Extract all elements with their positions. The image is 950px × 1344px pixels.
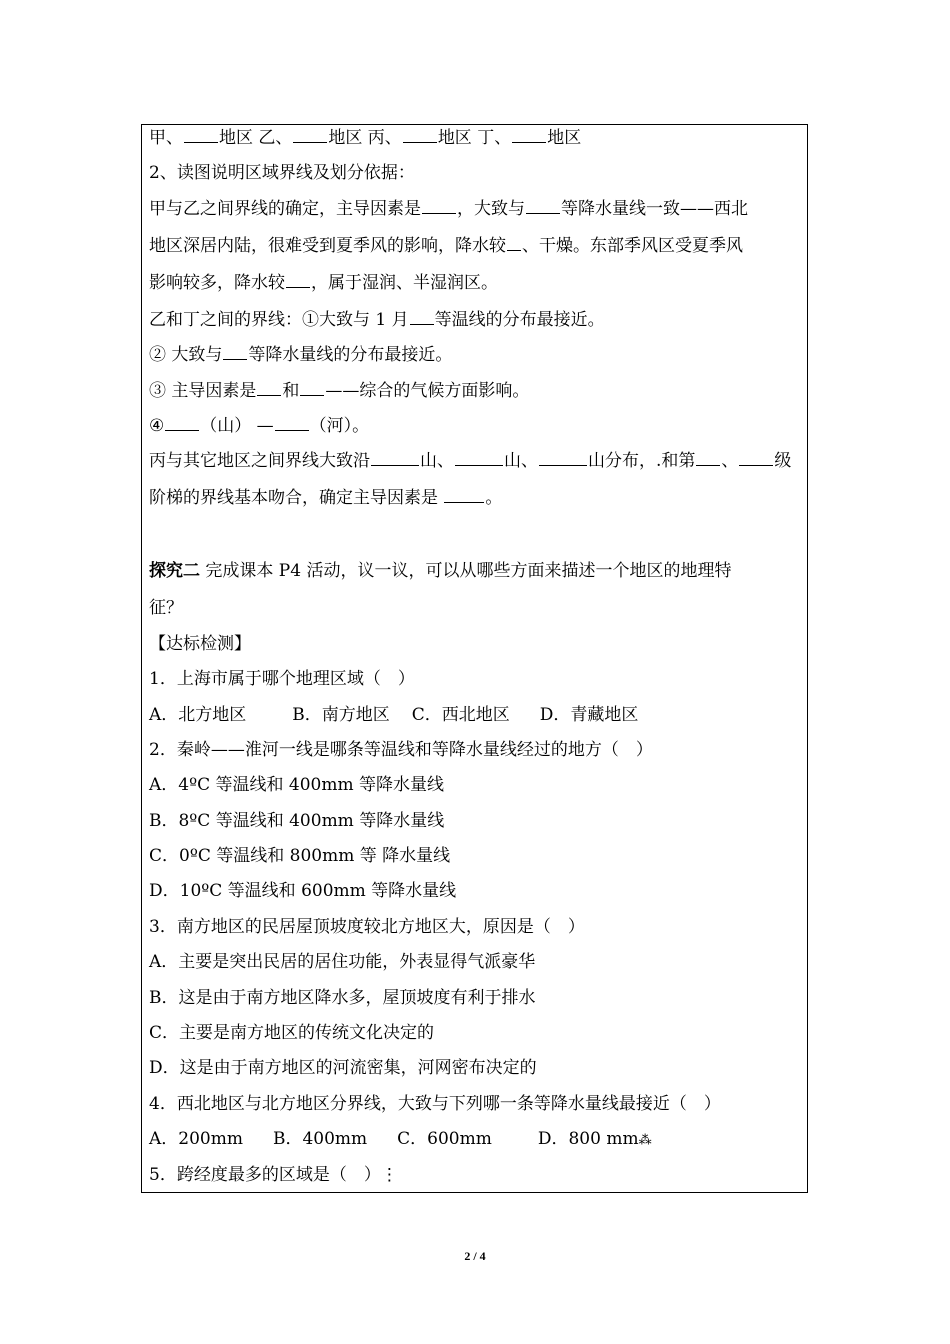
blank (526, 195, 560, 214)
text: 山分布，.和第 (588, 451, 696, 472)
text: 和 (282, 380, 300, 401)
explore-heading-line (149, 557, 803, 594)
document-content (149, 124, 803, 1196)
text: ——综合的气候方面影响。 (325, 380, 530, 401)
question-1-options (149, 701, 803, 736)
question-3: 3．南方地区的民居屋顶坡度较北方地区大，原因是（ ） (149, 916, 585, 937)
text-line (149, 377, 803, 412)
text-line (149, 412, 803, 447)
text: （河）。 (309, 415, 370, 436)
blank (165, 412, 199, 431)
text: 地区 乙、 (219, 128, 293, 148)
blank (223, 341, 247, 360)
blank (422, 195, 456, 214)
blank (293, 124, 327, 143)
text: 阶梯的界线基本吻合，确定主导因素是 (149, 488, 444, 509)
option: D．10ºC 等温线和 600mm 等降水量线 (149, 881, 457, 902)
blank (184, 124, 218, 143)
option: B．8ºC 等温线和 400mm 等降水量线 (149, 810, 445, 831)
option: C．600mm (397, 1129, 492, 1150)
text-line (149, 484, 803, 521)
text: 等降水量线一致——西北 (561, 198, 748, 219)
blank (696, 447, 720, 466)
text-line (149, 447, 803, 484)
text: 甲、 (149, 128, 183, 148)
text: 地区 (547, 128, 582, 148)
instruction-line: 2、读图说明区域界线及划分依据： (149, 163, 415, 184)
text: ，大致与 (457, 198, 525, 219)
text-line (149, 269, 803, 306)
option: A．200mm (149, 1129, 243, 1150)
question-4: 4．西北地区与北方地区分界线，大致与下列哪一条等降水量线最接近（ ） (149, 1093, 721, 1114)
blank (739, 447, 773, 466)
text: 完成课本 P4 活动，议一议，可以从哪些方面来描述一个地区的地理特 (200, 561, 732, 582)
text-line (149, 232, 803, 269)
blank (371, 447, 419, 466)
text: 。 (485, 488, 503, 509)
option: B．南方地区 (292, 704, 390, 725)
question-5: 5．跨经度最多的区域是（ ）⋮ (149, 1164, 398, 1185)
question-1: 1．上海市属于哪个地理区域（ ） (149, 669, 415, 690)
text-line (149, 341, 803, 376)
blank (275, 412, 309, 431)
question-2: 2．秦岭——淮河一线是哪条等温线和等降水量线经过的地方（ ） (149, 739, 653, 760)
text: 地区深居内陆，很难受到夏季风的影响，降水较 (149, 235, 506, 256)
option: B．这是由于南方地区降水多，屋顶坡度有利于排水 (149, 987, 536, 1008)
blank (455, 447, 503, 466)
page-number: 2 / 4 (464, 1249, 486, 1263)
question-4-options (149, 1125, 803, 1160)
blank (410, 306, 434, 325)
text: ③ 主导因素是 (149, 380, 257, 401)
decoration-icon: ⁂ (638, 1133, 652, 1149)
blank (507, 232, 521, 251)
blank (286, 269, 310, 288)
option: C．0ºC 等温线和 800mm 等 降水量线 (149, 846, 451, 867)
text-line (149, 195, 803, 232)
text: 等降水量线的分布最接近。 (248, 345, 453, 366)
text: 地区 丙、 (328, 128, 402, 148)
text: 山、 (504, 451, 538, 472)
blank (257, 377, 281, 396)
option: C．西北地区 (411, 704, 510, 725)
blank (300, 377, 324, 396)
text: 影响较多，降水较 (149, 272, 285, 293)
explore-heading: 探究二 (149, 561, 200, 582)
text: ④ (149, 415, 165, 436)
blank (512, 124, 546, 143)
region-blanks-line (149, 124, 803, 159)
text: 甲与乙之间界线的确定，主导因素是 (149, 198, 421, 219)
text: 级 (774, 451, 792, 472)
text-line: 征？ (149, 598, 183, 619)
blank (539, 447, 587, 466)
section-title: 【达标检测】 (149, 633, 251, 654)
text: 丙与其它地区之间界线大致沿 (149, 451, 370, 472)
text: 地区 丁、 (437, 128, 512, 148)
option: A．北方地区 (149, 704, 247, 725)
text: 乙和丁之间的界线：①大致与 1 月 (149, 309, 409, 330)
text: 、 (721, 451, 739, 472)
option: A．4ºC 等温线和 400mm 等降水量线 (149, 775, 444, 796)
option: D．这是由于南方地区的河流密集，河网密布决定的 (149, 1058, 537, 1079)
spacer (149, 521, 803, 557)
text: 等温线的分布最接近。 (434, 309, 605, 330)
text: ，属于湿润、半湿润区。 (311, 272, 498, 293)
text: （山） — (200, 415, 274, 436)
option: D．800 mm (537, 1129, 639, 1150)
option: B．400mm (272, 1129, 368, 1150)
option: D．青藏地区 (539, 704, 639, 725)
text: 山、 (420, 451, 454, 472)
blank (444, 484, 484, 503)
text: ② 大致与 (149, 345, 223, 366)
text: 、干燥。东部季风区受夏季风 (522, 235, 743, 256)
option: A．主要是突出民居的居住功能，外表显得气派豪华 (149, 952, 536, 973)
text-line (149, 306, 803, 341)
blank (403, 124, 437, 143)
option: C．主要是南方地区的传统文化决定的 (149, 1023, 435, 1044)
